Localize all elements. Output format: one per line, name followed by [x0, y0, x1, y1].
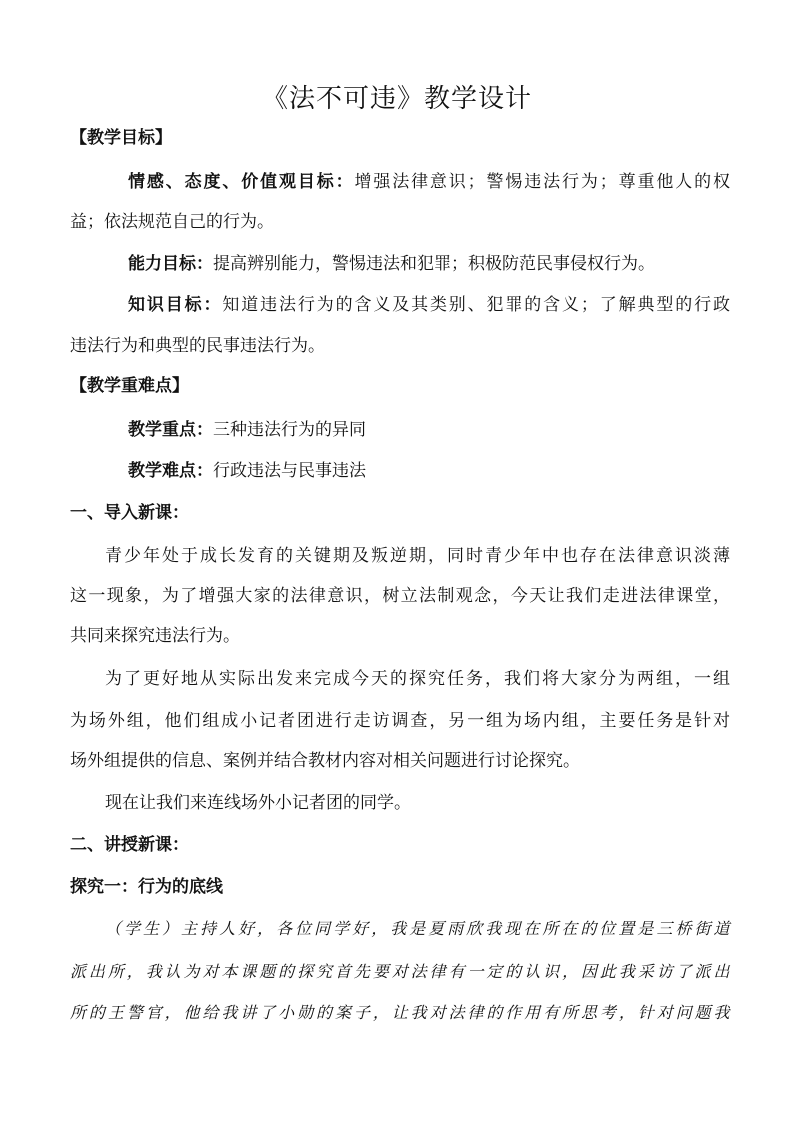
emotion-objective-line-1 — [128, 170, 730, 194]
teaching-difficulty — [128, 459, 788, 483]
section-1-paragraph-2-line-3: 场外组提供的信息、案例并结合教材内容对相关问题进行讨论探究。 — [70, 751, 580, 771]
knowledge-objective-line-1 — [128, 293, 730, 317]
handwritten-line-2: 派出所，我认为对本课题的探究首先要对法律有一定的认识，因此我采访了派出 — [70, 962, 730, 981]
key-points-header: 【教学重难点】 — [70, 376, 189, 396]
knowledge-objective-label: 知识目标： — [128, 295, 223, 315]
section-1-paragraph-2-line-2: 为场外组，他们组成小记者团进行走访调查，另一组为场内组，主要任务是针对 — [70, 711, 730, 731]
section-1-paragraph-1-line-1: 青少年处于成长发育的关键期及叛逆期，同时青少年中也存在法律意识淡薄 — [105, 546, 730, 566]
teaching-difficulty-text: 行政违法与民事违法 — [213, 461, 366, 481]
section-1-paragraph-1-line-3: 共同来探究违法行为。 — [70, 626, 240, 646]
section-2-header: 二、讲授新课： — [70, 835, 189, 855]
exploration-1-heading: 探究一：行为的底线 — [70, 877, 223, 897]
document-title: 《法不可违》教学设计 — [261, 84, 532, 114]
section-1-paragraph-3: 现在让我们来连线场外小记者团的同学。 — [105, 793, 411, 813]
teaching-focus-text: 三种违法行为的异同 — [213, 420, 366, 440]
section-1-paragraph-2-line-1: 为了更好地从实际出发来完成今天的探究任务，我们将大家分为两组，一组 — [105, 669, 730, 689]
section-1-paragraph-1-line-2: 这一现象，为了增强大家的法律意识，树立法制观念，今天让我们走进法律课堂， — [70, 586, 730, 606]
ability-objective — [128, 252, 788, 276]
teaching-focus — [128, 418, 788, 442]
handwritten-line-1: （学生）主持人好，各位同学好，我是夏雨欣我现在所在的位置是三桥街道 — [105, 919, 730, 938]
knowledge-objective-text: 知道违法行为的含义及其类别、犯罪的含义；了解典型的行政 — [222, 295, 731, 315]
section-1-header: 一、导入新课： — [70, 503, 189, 523]
ability-objective-text: 提高辨别能力，警惕违法和犯罪；积极防范民事侵权行为。 — [213, 254, 655, 274]
knowledge-objective-line-2: 违法行为和典型的民事违法行为。 — [70, 336, 325, 356]
emotion-objective-text: 增强法律意识；警惕违法行为；尊重他人的权 — [354, 172, 731, 192]
ability-objective-label: 能力目标： — [128, 254, 213, 274]
handwritten-line-3: 所的王警官，他给我讲了小勋的案子，让我对法律的作用有所思考，针对问题我 — [70, 1003, 730, 1022]
teaching-difficulty-label: 教学难点： — [128, 461, 213, 481]
teaching-focus-label: 教学重点： — [128, 420, 213, 440]
emotion-objective-label: 情感、态度、价值观目标： — [128, 172, 355, 192]
emotion-objective-line-2: 益；依法规范自己的行为。 — [70, 212, 274, 232]
objectives-header: 【教学目标】 — [70, 128, 172, 148]
